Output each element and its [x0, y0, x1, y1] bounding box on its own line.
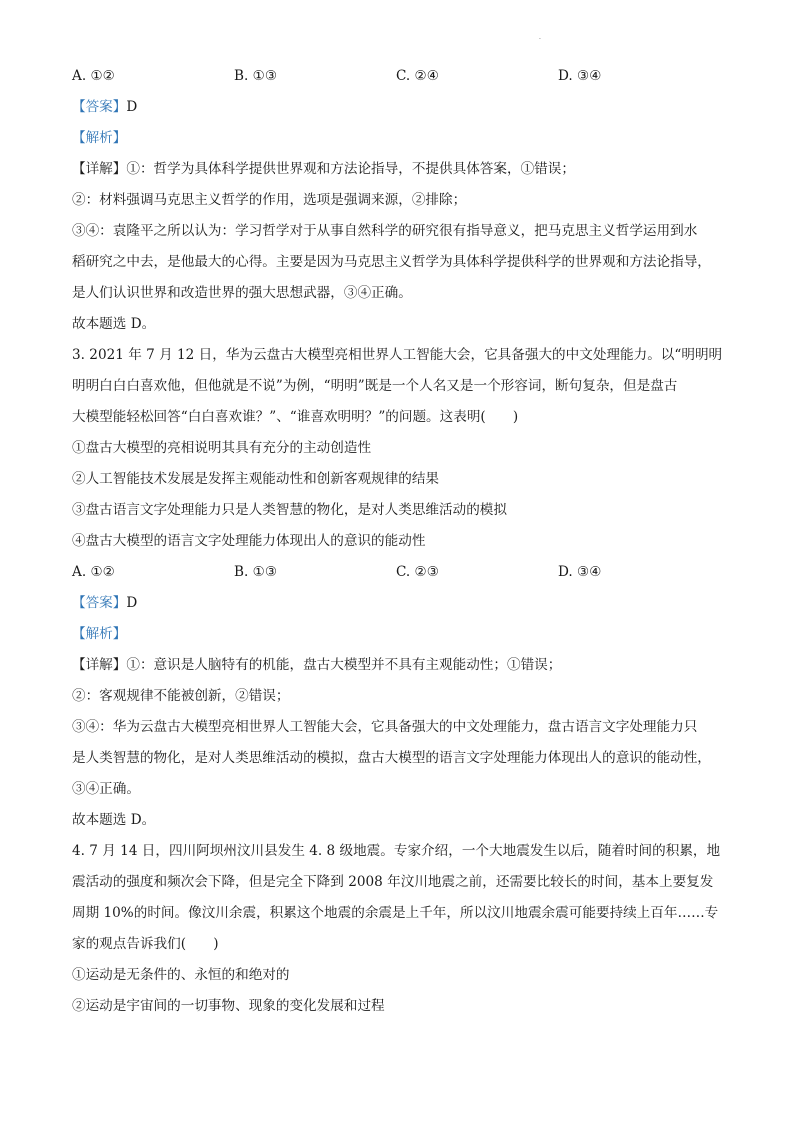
q2-option-d: D. ③④	[558, 68, 602, 84]
answer-tag: 【答案】	[72, 595, 127, 611]
q2-option-c: C. ②④	[396, 68, 439, 84]
q3-analysis-line: 【详解】①：意识是人脑特有的机能，盘古大模型并不具有主观能动性；①错误；	[72, 657, 562, 673]
q3-analysis-line: ③④正确。	[72, 781, 140, 797]
q3-option-b: B. ①③	[234, 564, 278, 580]
q2-analysis-line: 是人们认识世界和改造世界的强大思想武器，③④正确。	[72, 285, 412, 301]
q4-stem-line: 周期 10%的时间。像汶川余震，积累这个地震的余震是上千年，所以汶川地震余震可能要持续上百年……专	[72, 905, 719, 921]
q3-statement-3: ③盘古语言文字处理能力只是人类智慧的物化，是对人类思维活动的模拟	[72, 502, 507, 518]
q4-stem-line: 震活动的强度和频次会下降，但是完全下降到 2008 年汶川地震之前，还需要比较长的时间，基本上要复发	[72, 874, 714, 890]
q2-conclusion: 故本题选 D。	[72, 316, 156, 332]
q4-statement-2: ②运动是宇宙间的一切事物、现象的变化发展和过程	[72, 998, 385, 1014]
q3-analysis-tag: 【解析】	[72, 626, 127, 642]
q3-option-d: D. ③④	[558, 564, 602, 580]
q2-analysis-line: ②：材料强调马克思主义哲学的作用，选项是强调来源，②排除；	[72, 192, 467, 208]
q2-option-b: B. ①③	[234, 68, 278, 84]
q2-option-a: A. ①②	[72, 68, 115, 84]
q3-answer	[72, 594, 137, 612]
q3-option-c: C. ②③	[396, 564, 439, 580]
q2-analysis-line: 稻研究之中去，是他最大的心得。主要是因为马克思主义哲学为具体科学提供科学的世界观和方法论指导，	[72, 254, 711, 270]
q4-stem-line: 4. 7 月 14 日，四川阿坝州汶川县发生 4. 8 级地震。专家介绍，一个大地震发生以后，随着时间的积累，地	[72, 843, 721, 859]
answer-tag: 【答案】	[72, 99, 127, 115]
q3-stem-line: 明明白白白喜欢他，但他就是不说”为例，“明明”既是一个人名又是一个形容词，断句复杂，但是盘古	[72, 378, 678, 394]
q3-analysis-line: ②：客观规律不能被创新，②错误；	[72, 688, 290, 704]
q2-analysis-line: 【详解】①：哲学为具体科学提供世界观和方法论指导，不提供具体答案，①错误；	[72, 161, 575, 177]
q3-analysis-line: 是人类智慧的物化，是对人类思维活动的模拟，盘古大模型的语言文字处理能力体现出人的意识的能动性，	[72, 750, 711, 766]
q3-statement-2: ②人工智能技术发展是发挥主观能动性和创新客观规律的结果	[72, 471, 440, 487]
q3-conclusion: 故本题选 D。	[72, 812, 156, 828]
q3-option-a: A. ①②	[72, 564, 115, 580]
header-dot: .	[539, 34, 541, 41]
q3-analysis-line: ③④：华为云盘古大模型亮相世界人工智能大会，它具备强大的中文处理能力，盘古语言文字处理能力只	[72, 719, 698, 735]
q3-stem-line: 大模型能轻松回答“白白喜欢谁？”、“谁喜欢明明？”的问题。这表明( )	[72, 409, 519, 425]
q4-stem-line: 家的观点告诉我们( )	[72, 936, 219, 952]
q2-analysis-line: ③④：袁隆平之所以认为：学习哲学对于从事自然科学的研究很有指导意义，把马克思主义哲学运用到水	[72, 223, 698, 239]
answer-value: D	[126, 595, 138, 611]
q2-answer	[72, 98, 137, 116]
q2-analysis-tag: 【解析】	[72, 130, 127, 146]
q4-statement-1: ①运动是无条件的、永恒的和绝对的	[72, 967, 290, 983]
answer-value: D	[126, 99, 138, 115]
q3-statement-1: ①盘古大模型的亮相说明其具有充分的主动创造性	[72, 440, 372, 456]
q3-stem-line: 3. 2021 年 7 月 12 日，华为云盘古大模型亮相世界人工智能大会，它具备强大的中文处理能力。以“明明明	[72, 347, 723, 363]
q3-statement-4: ④盘古大模型的语言文字处理能力体现出人的意识的能动性	[72, 533, 426, 549]
